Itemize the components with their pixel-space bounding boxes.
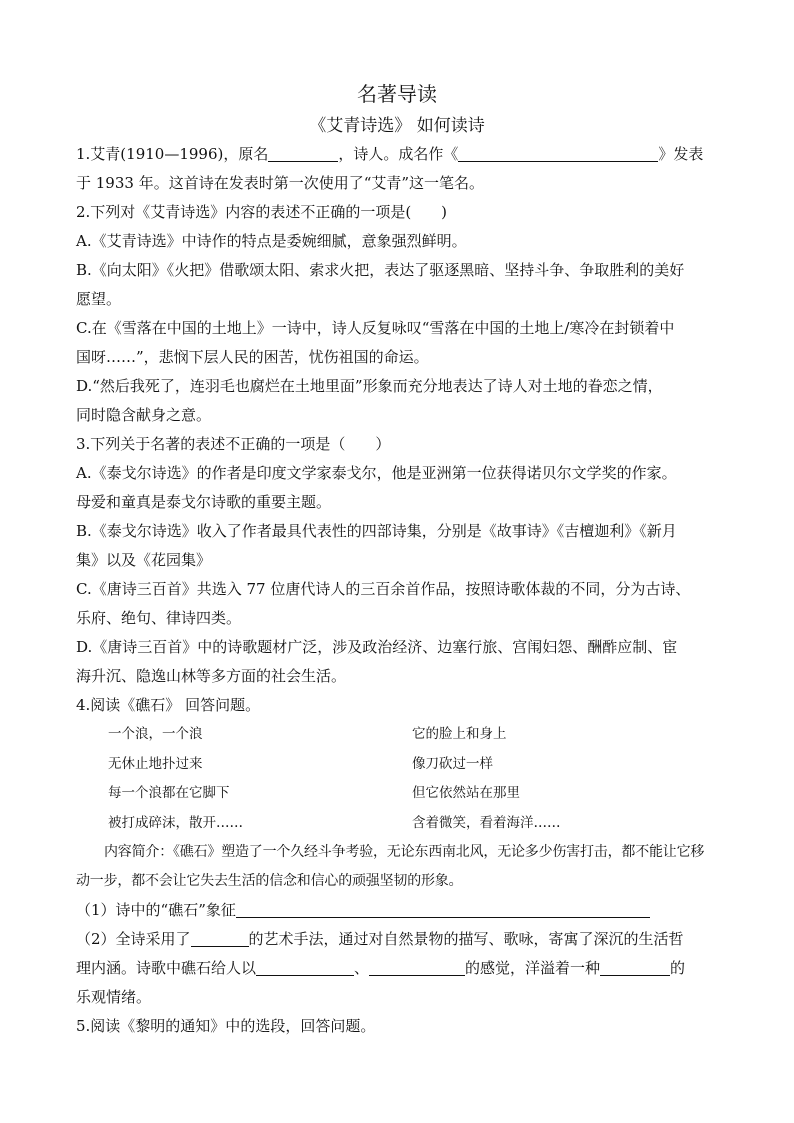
poem-reef [76,720,730,838]
q2-option-d-line2: 同时隐含献身之意。 [76,406,212,424]
q4-sub2-blank-feeling2[interactable] [369,958,465,976]
q3-option-a-line1: A.《泰戈尔诗选》的作者是印度文学家泰戈尔，他是亚洲第一位获得诺贝尔文学奖的作家。 [76,464,677,482]
poem-line: 无休止地扑过来 [108,755,203,772]
q4-sub2-text-a: （2）全诗采用了 [76,930,191,948]
q4-sub2-text-b: 的艺术手法，通过对自然景物的描写、歌咏，寄寓了深沉的生活哲 [248,930,684,948]
q4-sub1-blank[interactable] [236,900,650,918]
q1-blank-famous-work[interactable] [458,144,658,162]
q4-sub2-blank-feeling1[interactable] [256,958,354,976]
poem-line: 一个浪，一个浪 [108,726,203,742]
poem-left-column [108,720,243,838]
q2-option-c-line2: 国呀……”，悲悯下层人民的困苦，忧伤祖国的命运。 [76,348,429,366]
poem-line: 它的脸上和身上 [412,726,507,742]
q4-stem: 4.阅读《礁石》 回答问题。 [76,696,261,714]
page-subtitle: 《艾青诗选》 如何读诗 [309,116,485,136]
q2-option-b-line2: 愿望。 [76,290,122,308]
q4-sub2-blank-technique[interactable] [191,929,249,947]
poem-right-column [412,720,561,838]
q3-stem: 3.下列关于名著的表述不正确的一项是（ ） [76,435,391,453]
q3-option-d-line1: D.《唐诗三百首》中的诗歌题材广泛，涉及政治经济、边塞行旅、宫闱妇怨、酬酢应制、宦 [76,638,678,656]
q1-text-b: ，诗人。成名作《 [338,145,459,163]
q3-option-c-line1: C.《唐诗三百首》共选入 77 位唐代诗人的三百余首作品，按照诗歌体裁的不同，分为古诗、 [76,580,691,598]
q1-blank-original-name[interactable] [268,144,338,162]
poem-line: 每一个浪都在它脚下 [108,785,230,801]
q3-option-c-line2: 乐府、绝句、律诗四类。 [76,609,242,627]
q2-option-a: A.《艾青诗选》中诗作的特点是委婉细腻，意象强烈鲜明。 [76,232,467,250]
poem-line: 含着微笑，看着海洋…… [412,814,561,831]
q4-sub2-blank-emotion[interactable] [600,958,670,976]
q1-line1 [76,140,730,169]
q3-option-b-line2: 集》以及《花园集》 [76,551,212,569]
q3-option-a-line2: 母爱和童真是泰戈尔诗歌的重要主题。 [76,493,332,511]
q3-option-d-line2: 海升沉、隐逸山林等多方面的社会生活。 [76,667,347,685]
q4-sub1 [76,896,730,925]
q2-option-b-line1: B.《向太阳》《火把》借歌颂太阳、索求火把，表达了驱逐黑暗、坚持斗争、争取胜利的美好 [76,261,685,279]
q4-sub2-text-d: 、 [354,959,370,977]
q1-line2: 于 1933 年。这首诗在发表时第一次使用了“艾青”这一笔名。 [76,174,485,192]
q2-option-c-line1: C.在《雪落在中国的土地上》一诗中，诗人反复咏叹“雪落在中国的土地上/寒冷在封锁着中 [76,319,675,337]
q4-sub2-line1 [76,925,730,954]
q4-sub2-line2 [76,954,730,983]
q3-option-b-line1: B.《泰戈尔诗选》收入了作者最具代表性的四部诗集，分别是《故事诗》《吉檀迦利》《新月 [76,522,677,540]
q2-stem: 2.下列对《艾青诗选》内容的表述不正确的一项是( ) [76,203,448,221]
q4-intro-line1: 内容简介：《礁石》塑造了一个久经斗争考验，无论东西南北风，无论多少伤害打击，都不能让它移 [104,844,705,860]
q4-sub2-text-f: 的 [670,959,686,977]
q1-text-a: 1.艾青(1910—1996)，原名 [76,145,269,163]
poem-line: 被打成碎沫，散开…… [108,814,243,831]
q4-sub2-text-c: 理内涵。诗歌中礁石给人以 [76,959,257,977]
q4-sub2-text-e: 的感觉，洋溢着一种 [465,959,601,977]
question-body [76,140,730,1041]
q4-sub1-text: （1）诗中的“礁石”象征 [76,901,236,919]
q4-intro-line2: 动一步，都不会让它失去生活的信念和信心的顽强坚韧的形象。 [76,873,463,889]
q2-option-d-line1: D.“然后我死了，连羽毛也腐烂在土地里面”形象而充分地表达了诗人对土地的眷恋之情， [76,377,663,395]
q4-sub2-line3: 乐观情绪。 [76,988,152,1006]
page-title: 名著导读 [357,82,437,106]
q1-text-c: 》发表 [658,145,704,163]
poem-line: 像刀砍过一样 [412,755,493,772]
q5-stem: 5.阅读《黎明的通知》中的选段，回答问题。 [76,1017,376,1035]
poem-line: 但它依然站在那里 [412,785,520,801]
